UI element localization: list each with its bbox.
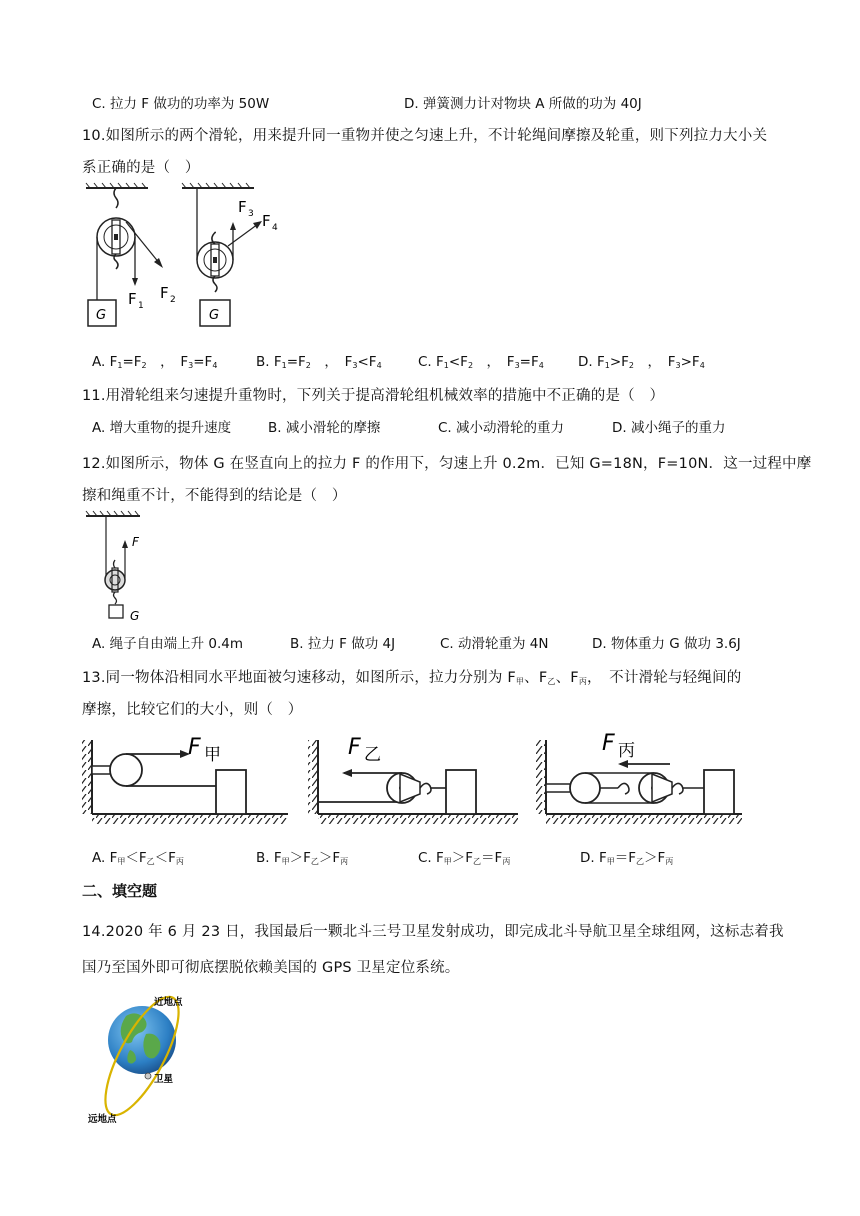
q10-option-d: D. $F_1>F_2$ ， $F_3>F_4$ xyxy=(578,354,705,370)
q11-option-d: D. 减小绳子的重力 xyxy=(612,420,726,436)
f1-label: F xyxy=(128,290,137,308)
q12-option-c: C. 动滑轮重为 4N xyxy=(440,636,549,652)
q11-option-a: A. 增大重物的提升速度 xyxy=(92,420,232,436)
satellite-icon xyxy=(145,1073,151,1079)
q13-panel-bing xyxy=(536,731,742,824)
q12-option-b: B. 拉力 F 做功 4J xyxy=(290,636,396,652)
q10-option-a: A. $F_1=F_2$ ， $F_3=F_4$ xyxy=(92,354,218,370)
q13-f-bing-sub: 丙 xyxy=(618,741,635,761)
perigee-label: 近地点 xyxy=(154,997,183,1008)
q13-panel-jia xyxy=(82,735,288,824)
section-heading: 二、填空题 xyxy=(82,882,158,900)
q13-stem-line2: 摩擦，比较它们的大小，则（ ） xyxy=(82,702,303,718)
q14-stem-line1: 14.2020 年 6 月 23 日，我国最后一颗北斗三号卫星发射成功，即完成北斗导航卫星全球组网，这标志着我 xyxy=(82,924,784,940)
movable-pulley xyxy=(182,183,278,326)
q12-stem-line2: 擦和绳重不计，不能得到的结论是（ ） xyxy=(82,488,347,504)
q13-f-yi-sub: 乙 xyxy=(364,745,381,765)
q10-right-weight-label: G xyxy=(209,308,220,323)
q13-pulley-figure xyxy=(80,730,760,834)
q13-f-yi: F xyxy=(348,735,361,760)
q13-option-d: D. $F_甲=F_乙>F_丙$ xyxy=(580,850,674,866)
q9-option-d: D. 弹簧测力计对物块 A 所做的功为 40J xyxy=(404,96,642,112)
q12-stem-line1: 12.如图所示，物体 G 在竖直向上的拉力 F 的作用下，匀速上升 0.2m．已知 G=18N，F=10N．这一过程中摩 xyxy=(82,456,812,472)
q13-f-jia: F xyxy=(188,735,201,760)
q10-stem-line2: 系正确的是（ ） xyxy=(82,160,200,176)
q13-f-bing: F xyxy=(602,731,615,756)
q11-stem: 11.用滑轮组来匀速提升重物时，下列关于提高滑轮组机械效率的措施中不正确的是（ ） xyxy=(82,388,665,404)
q10-left-weight-label: G xyxy=(96,308,107,323)
q10-option-b: B. $F_1=F_2$ ， $F_3<F_4$ xyxy=(256,354,382,370)
q12-option-a: A. 绳子自由端上升 0.4m xyxy=(92,636,243,652)
f3-subscript: 3 xyxy=(248,209,254,219)
q11-option-c: C. 减小动滑轮的重力 xyxy=(438,420,565,436)
q12-weight-label: G xyxy=(130,609,140,623)
f3-label: F xyxy=(238,198,247,216)
f2-label: F xyxy=(160,284,169,302)
q13-option-a: A. $F_甲<F_乙<F_丙$ xyxy=(92,850,184,866)
q13-f-jia-sub: 甲 xyxy=(204,745,221,765)
apogee-label: 远地点 xyxy=(88,1114,117,1125)
q9-option-c: C. 拉力 F 做功的功率为 50W xyxy=(92,96,270,112)
q10-stem-line1: 10.如图所示的两个滑轮，用来提升同一重物并使之匀速上升，不计轮绳间摩擦及轮重，则下列拉力大小关 xyxy=(82,128,768,144)
q10-pulley-figure xyxy=(82,182,312,332)
f4-subscript: 4 xyxy=(272,223,278,233)
q13-option-c: C. $F_甲>F_乙=F_丙$ xyxy=(418,850,511,866)
q13-option-b: B. $F_甲>F_乙>F_丙$ xyxy=(256,850,349,866)
q14-stem-line2: 国乃至国外即可彻底摆脱依赖美国的 GPS 卫星定位系统。 xyxy=(82,960,460,976)
q11-option-b: B. 减小滑轮的摩擦 xyxy=(268,420,381,436)
satellite-label: 卫星 xyxy=(154,1074,174,1085)
f4-label: F xyxy=(262,212,271,230)
fixed-pulley xyxy=(86,183,176,326)
f2-subscript: 2 xyxy=(170,295,176,305)
q13-stem-line1: 13.同一物体沿相同水平地面被匀速移动，如图所示，拉力分别为 $F_甲$、$F_乙$、$F_丙$， 不计滑轮与轻绳间的 xyxy=(82,670,742,686)
q10-option-c: C. $F_1<F_2$ ， $F_3=F_4$ xyxy=(418,354,544,370)
q12-force-label: F xyxy=(132,535,139,549)
q13-panel-yi xyxy=(308,735,518,824)
q12-option-d: D. 物体重力 G 做功 3.6J xyxy=(592,636,741,652)
q14-satellite-figure xyxy=(84,990,196,1130)
f1-subscript: 1 xyxy=(138,301,144,311)
q12-pulley-figure xyxy=(84,510,164,626)
